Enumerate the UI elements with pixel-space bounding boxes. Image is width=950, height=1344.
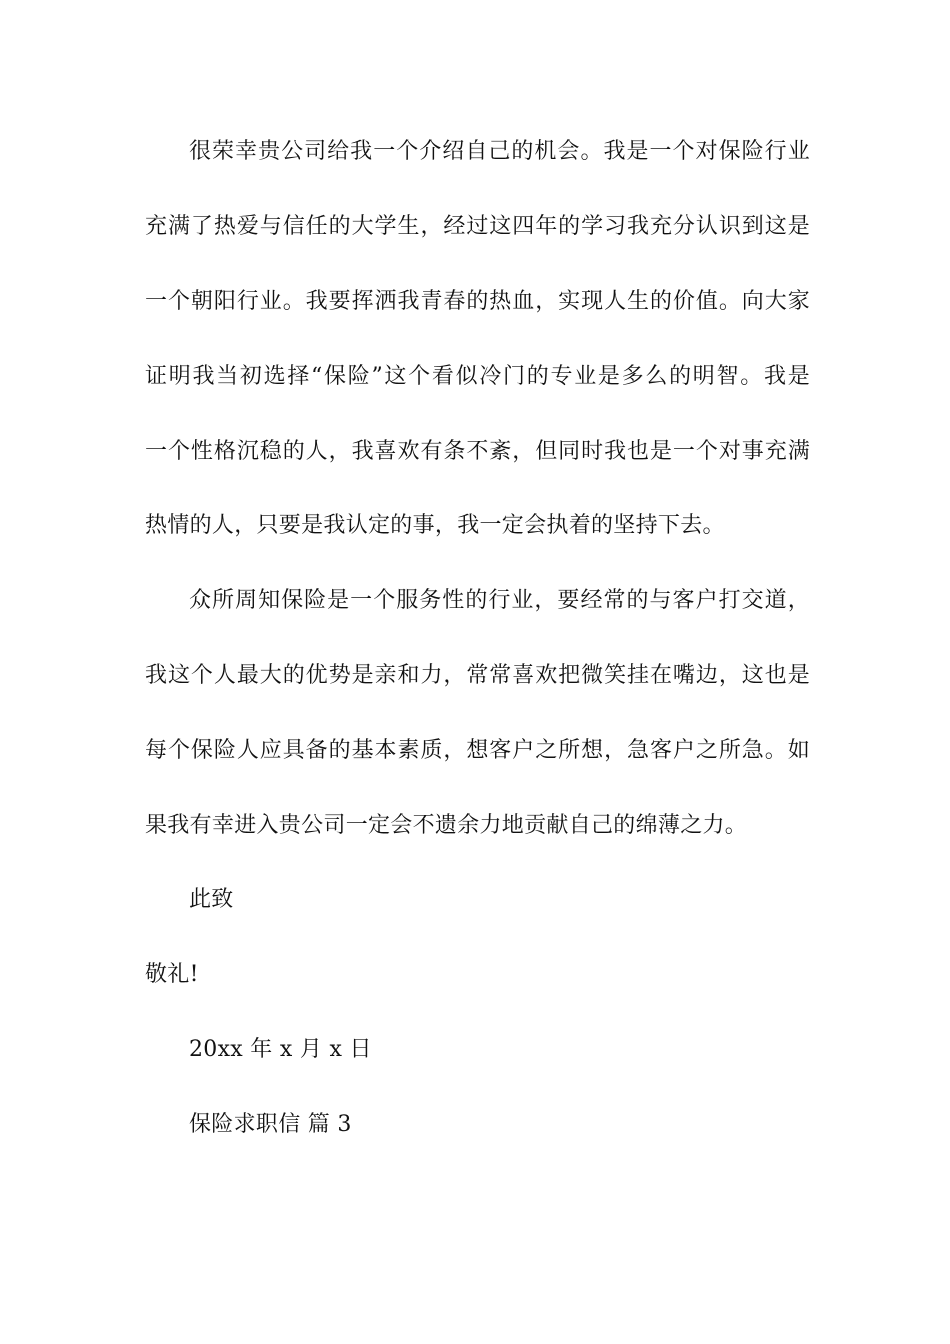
paragraph-2-line-3: 每个保险人应具备的基本素质，想客户之所想，急客户之所急。如	[145, 738, 810, 763]
paragraph-2-line-1: 众所周知保险是一个服务性的行业，要经常的与客户打交道，	[189, 588, 810, 613]
paragraph-1-line-4: 证明我当初选择“保险”这个看似冷门的专业是多么的明智。我是	[145, 364, 810, 389]
paragraph-1-line-5: 一个性格沉稳的人，我喜欢有条不紊，但同时我也是一个对事充满	[145, 439, 810, 464]
paragraph-1-line-1: 很荣幸贵公司给我一个介绍自己的机会。我是一个对保险行业	[189, 139, 810, 164]
closing-salute: 敬礼!	[145, 962, 199, 987]
paragraph-1-line-2: 充满了热爱与信任的大学生，经过这四年的学习我充分认识到这是	[145, 214, 810, 239]
paragraph-1-line-3: 一个朝阳行业。我要挥洒我青春的热血，实现人生的价值。向大家	[145, 289, 810, 314]
closing-greeting: 此致	[189, 887, 234, 912]
paragraph-2-line-4: 果我有幸进入贵公司一定会不遗余力地贡献自己的绵薄之力。	[145, 813, 748, 838]
letter-date: 20xx 年 x 月 x 日	[189, 1037, 372, 1062]
next-section-title: 保险求职信 篇 3	[189, 1112, 352, 1137]
paragraph-1-line-6: 热情的人，只要是我认定的事，我一定会执着的坚持下去。	[145, 513, 725, 538]
paragraph-2-line-2: 我这个人最大的优势是亲和力，常常喜欢把微笑挂在嘴边，这也是	[145, 663, 810, 688]
